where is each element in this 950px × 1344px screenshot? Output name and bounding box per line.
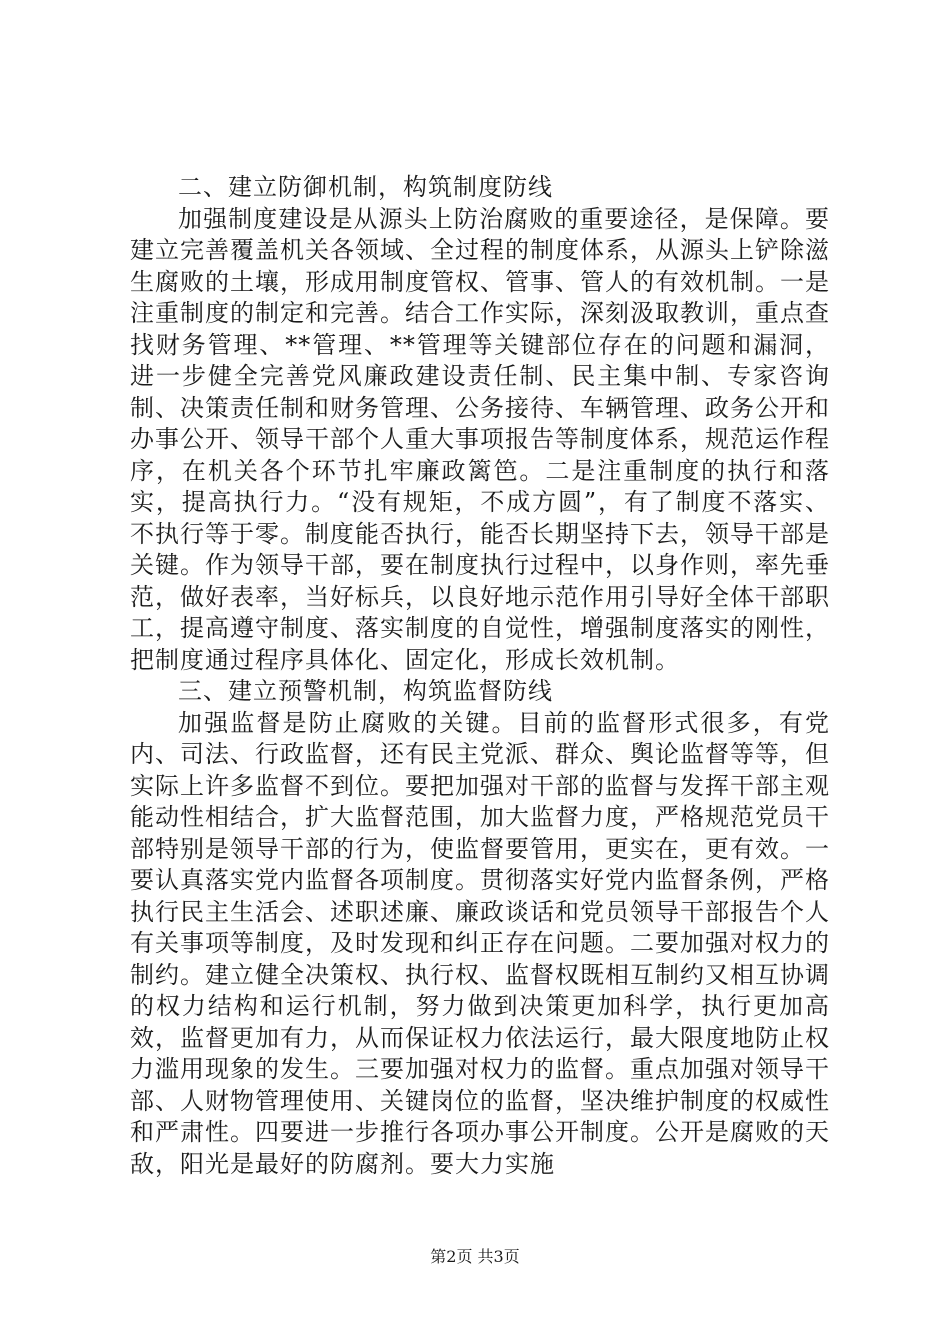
section-paragraph-system-building: 加强制度建设是从源头上防治腐败的重要途径，是保障。要建立完善覆盖机关各领域、全过程的制度体系，从源头上铲除滋生腐败的土壤，形成用制度管权、管事、管人的有效机制。一是注重制度的制定和完善。结合工作实际，深刻汲取教训，重点查找财务管理、**管理、**管理等关键部位存在的问题和漏洞，进一步健全完善党风廉政建设责任制、民主集中制、专家咨询制、决策责任制和财务管理、公务接待、车辆管理、政务公开和办事公开、领导干部个人重大事项报告等制度体系，规范运作程序，在机关各个环节扎牢廉政篱笆。二是注重制度的执行和落实，提高执行力。“没有规矩，不成方圆”，有了制度不落实、不执行等于零。制度能否执行，能否长期坚持下去，领导干部是关键。作为领导干部，要在制度执行过程中，以身作则，率先垂范，做好表率，当好标兵，以良好地示范作用引导好全体干部职工，提高遵守制度、落实制度的自觉性，增强制度落实的刚性，把制度通过程序具体化、固定化，形成长效机制。 bbox=[130, 204, 830, 674]
section-paragraph-supervision: 加强监督是防止腐败的关键。目前的监督形式很多，有党内、司法、行政监督，还有民主党派、群众、舆论监督等等，但实际上许多监督不到位。要把加强对干部的监督与发挥干部主观能动性相结合，扩大监督范围，加大监督力度，严格规范党员干部特别是领导干部的行为，使监督要管用，更实在，更有效。一要认真落实党内监督各项制度。贯彻落实好党内监督条例，严格执行民主生活会、述职述廉、廉政谈话和党员领导干部报告个人有关事项等制度，及时发现和纠正存在问题。二要加强对权力的制约。建立健全决策权、执行权、监督权既相互制约又相互协调的权力结构和运行机制，努力做到决策更加科学，执行更加高效，监督更加有力，从而保证权力依法运行，最大限度地防止权力滥用现象的发生。三要加强对权力的监督。重点加强对领导干部、人财物管理使用、关键岗位的监督，坚决维护制度的权威性和严肃性。四要进一步推行各项办事公开制度。公开是腐败的天敌，阳光是最好的防腐剂。要大力实施 bbox=[130, 708, 830, 1178]
document-body bbox=[130, 172, 830, 1180]
page-number-footer: 第2页 共3页 bbox=[430, 1247, 520, 1266]
section-heading-warning-mechanism: 三、建立预警机制，构筑监督防线 bbox=[178, 677, 553, 705]
section-heading-defense-mechanism: 二、建立防御机制，构筑制度防线 bbox=[178, 173, 553, 201]
